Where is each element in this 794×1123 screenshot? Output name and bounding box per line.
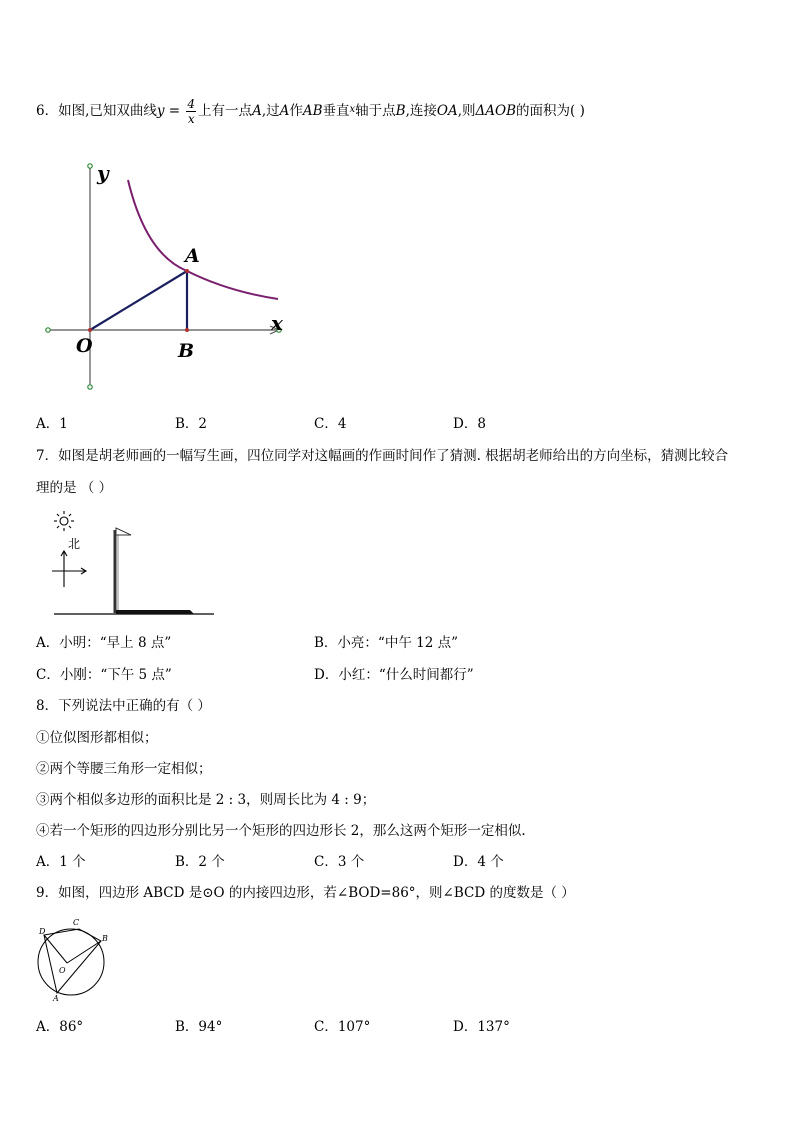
q6-option-c[interactable]: C．4 bbox=[314, 416, 347, 432]
q6-option-d[interactable]: D．8 bbox=[453, 416, 486, 432]
q6-option-a[interactable]: A．1 bbox=[36, 416, 68, 432]
q8-option-d[interactable]: D．4 个 bbox=[453, 854, 504, 870]
q6-eq-y: y = bbox=[156, 103, 181, 119]
q6-var-oa: OA bbox=[436, 103, 458, 119]
q7-option-b[interactable]: B．小亮：“中午 12 点” bbox=[314, 635, 458, 651]
label-x: x bbox=[271, 311, 283, 335]
label-b: B bbox=[178, 340, 195, 362]
q6-text-g: ,则 bbox=[457, 103, 476, 119]
q6-var-tri: ΔAOB bbox=[475, 103, 517, 119]
q6-text-a: 上有一点 bbox=[198, 103, 253, 119]
q8-stem: 8．下列说法中正确的有（ ） bbox=[36, 698, 211, 714]
q9-option-b[interactable]: B．94° bbox=[175, 1019, 223, 1035]
q6-text-e: 轴于点 bbox=[355, 103, 396, 119]
q9-option-d[interactable]: D．137° bbox=[453, 1019, 510, 1035]
q9-option-c[interactable]: C．107° bbox=[314, 1019, 371, 1035]
label-o: O bbox=[76, 335, 93, 357]
q8-option-c[interactable]: C．3 个 bbox=[314, 854, 365, 870]
q6-frac-num: 4 bbox=[187, 97, 196, 111]
q6-text-c: 作 bbox=[289, 103, 303, 119]
q6-var-ab: AB bbox=[302, 103, 323, 119]
q8-item-4: ④若一个矩形的四边形分别比另一个矩形的四边形长 2，那么这两个矩形一定相似. bbox=[36, 823, 526, 839]
quadrilateral-abcd bbox=[44, 929, 101, 993]
label-y: y bbox=[97, 161, 109, 185]
q8-option-b[interactable]: B．2 个 bbox=[175, 854, 225, 870]
label-d: D bbox=[39, 927, 46, 936]
label-o: O bbox=[59, 966, 66, 975]
q7-option-d[interactable]: D．小红：“什么时间都行” bbox=[314, 667, 474, 683]
q7-stem-line1: 7．如图是胡老师画的一幅写生画，四位同学对这幅画的作画时间作了猜测. 根据胡老师给出的方向坐标，猜测比较合 bbox=[36, 448, 729, 464]
label-a: A bbox=[185, 245, 200, 267]
q6-text-f: ,连接 bbox=[405, 103, 437, 119]
q7-option-a[interactable]: A．小明：“早上 8 点” bbox=[36, 635, 172, 651]
q6-var-a2: A bbox=[279, 103, 290, 119]
q7-stem-line2: 理的是 （ ） bbox=[36, 480, 113, 496]
segment-ob bbox=[67, 941, 101, 963]
q6-option-b[interactable]: B．2 bbox=[175, 416, 208, 432]
label-a: A bbox=[53, 994, 59, 1003]
q8-item-1: ①位似图形都相似； bbox=[36, 730, 158, 746]
q8-item-2: ②两个等腰三角形一定相似； bbox=[36, 761, 212, 777]
q6-text-b: ,过 bbox=[261, 103, 280, 119]
circle-o bbox=[38, 929, 104, 995]
q6-var-b: B bbox=[395, 103, 406, 119]
q6-text-d: 垂直 bbox=[322, 103, 350, 119]
q6-frac-den: x bbox=[187, 112, 195, 126]
label-b: B bbox=[102, 934, 108, 943]
q6-lead: 6．如图,已知双曲线 bbox=[36, 103, 157, 119]
q7-option-c[interactable]: C．小刚：“下午 5 点” bbox=[36, 667, 172, 683]
label-c: C bbox=[73, 918, 80, 927]
q9-stem: 9．如图，四边形 ABCD 是⊙O 的内接四边形，若∠BOD=86°，则∠BCD 的度数是（ ） bbox=[36, 885, 575, 901]
q6-var-x: x bbox=[349, 104, 356, 115]
north-label: 北 bbox=[68, 537, 81, 551]
q6-text-h: 的面积为( ) bbox=[516, 103, 585, 119]
q9-option-a[interactable]: A．86° bbox=[36, 1019, 84, 1035]
q6-var-a1: A bbox=[252, 103, 262, 119]
q8-item-3: ③两个相似多边形的面积比是 2 : 3，则周长比为 4 : 9； bbox=[36, 792, 376, 808]
q8-option-a[interactable]: A．1 个 bbox=[36, 854, 86, 870]
